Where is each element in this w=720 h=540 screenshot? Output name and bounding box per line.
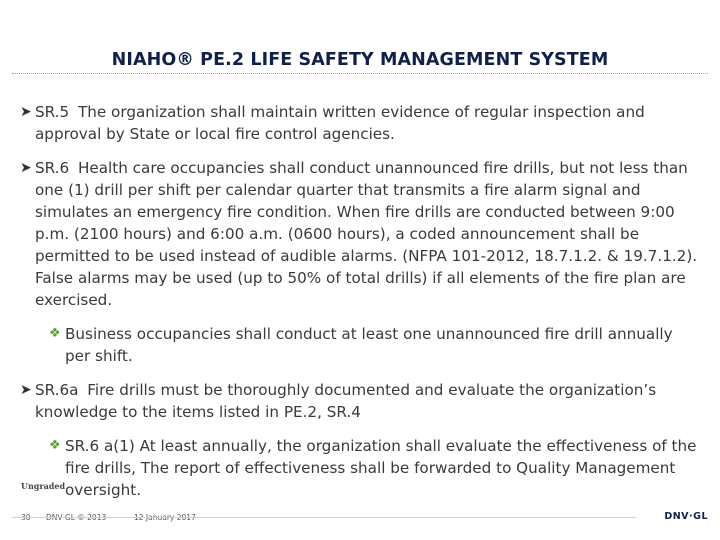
slide-content [20, 101, 700, 513]
title-divider [12, 73, 708, 74]
sub-item [35, 435, 700, 501]
dnvgl-logo: DNV·GL [664, 511, 708, 522]
item-text: The organization shall maintain written evidence of regular inspection and approval by State or local fire control agencies. [35, 103, 645, 143]
list-item-sr6 [20, 157, 700, 367]
footer [0, 509, 720, 527]
item-code: SR.6a [35, 381, 79, 399]
list-item-sr6a [20, 379, 700, 501]
item-code: SR.6 [35, 159, 70, 177]
item-text: Fire drills must be thoroughly documented and evaluate the organization’s knowledge to the items listed in PE.2, SR.4 [35, 381, 657, 421]
list-item-sr5 [20, 101, 700, 145]
check-bullet-icon: ❖ [49, 438, 61, 453]
classification-label: Ungraded [21, 481, 66, 491]
footer-date: 12 January 2017 [134, 513, 196, 522]
footer-divider [12, 517, 636, 518]
sub-item [35, 323, 700, 367]
page-number: 30 [21, 513, 31, 522]
item-text: Health care occupancies shall conduct unannounced fire drills, but not less than one (1) drill per shift per calendar quarter that transmits a fire alarm signal and simulates an emergency fire condition. When fire drills are conducted between 9:00 p.m. (2100 hours) and 6:00 a.m. (0600 hours), a coded announcement shall be permitted to be used instead of audible alarms. (NFPA 101-2012, 18.7.1.2. & 19.7.1.2). False alarms may be used (up to 50% of total drills) if all elements of the fire plan are exercised. [35, 159, 698, 309]
slide-title: NIAHO® PE.2 LIFE SAFETY MANAGEMENT SYSTEM [111, 50, 609, 70]
item-code: SR.5 [35, 103, 70, 121]
check-bullet-icon: ❖ [49, 326, 61, 341]
arrow-bullet-icon: ➤ [20, 382, 32, 398]
arrow-bullet-icon: ➤ [20, 160, 32, 176]
copyright: DNV GL © 2013 [46, 513, 107, 522]
sub-item-text: Business occupancies shall conduct at least one unannounced fire drill annually per shift. [65, 325, 673, 365]
arrow-bullet-icon: ➤ [20, 104, 32, 120]
sub-item-text: SR.6 a(1) At least annually, the organization shall evaluate the effectiveness of the fire drills, The report of effectiveness shall be forwarded to Quality Management oversight. [65, 437, 697, 499]
